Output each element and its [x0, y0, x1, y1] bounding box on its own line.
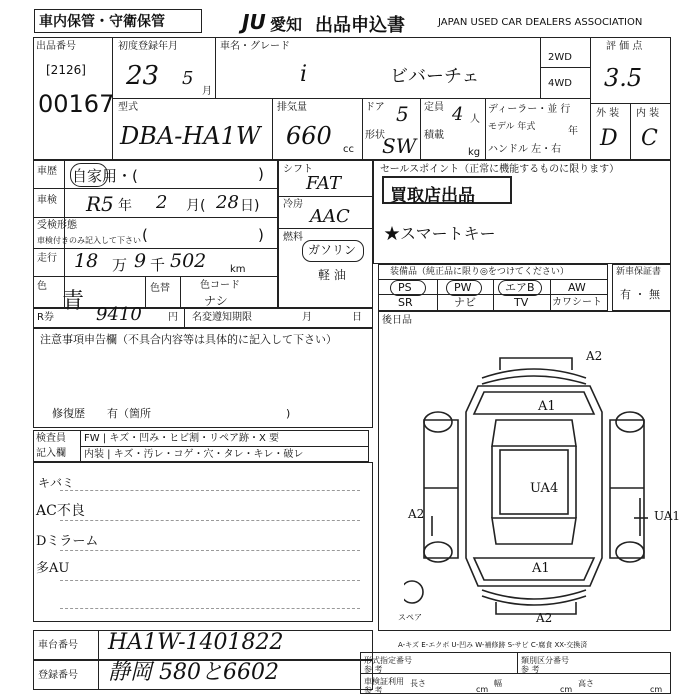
- height-unit: cm: [650, 685, 663, 694]
- mark-rear-bumper: A2: [536, 611, 553, 625]
- handle-label: ハンドル 左・右: [488, 144, 562, 155]
- model-year-label: モデル 年式: [488, 122, 536, 132]
- displacement-unit: cc: [343, 144, 354, 155]
- equip-kawa-seat: カワシート: [552, 297, 602, 308]
- length-unit: cm: [476, 685, 489, 694]
- height-label: 高さ: [578, 679, 594, 688]
- mark-hood: A1: [538, 399, 556, 414]
- name-change-label: 名変遵知期限: [192, 312, 252, 323]
- deadline-day-unit: 日: [352, 312, 362, 323]
- chassis-number: HA1W-1401822: [108, 630, 284, 655]
- inspection-era: R5: [86, 192, 114, 216]
- displacement-value: 660: [286, 122, 332, 150]
- mileage-u2: 千: [150, 256, 166, 274]
- warranty-options: 有 ・ 無: [620, 288, 660, 301]
- airbag-circle: [498, 280, 542, 296]
- fuel-diesel: 軽 油: [318, 268, 346, 282]
- exterior-label: 外 装: [596, 108, 620, 119]
- smart-key-note: ★スマートキー: [384, 224, 496, 243]
- shape-value: SW: [382, 134, 417, 158]
- width-unit: cm: [560, 685, 573, 694]
- selling-points-label: セールスポイント（正常に機能するものに限ります）: [380, 164, 620, 175]
- note-ac-defect: AC不良: [36, 503, 85, 519]
- equip-tv: TV: [514, 296, 529, 309]
- shape-label: 形状: [365, 130, 385, 141]
- drive-4wd: 4WD: [548, 78, 572, 89]
- model-label: 型式: [118, 102, 138, 113]
- ps-circle: [390, 280, 426, 296]
- registration-month: 5: [182, 68, 194, 89]
- repair-history-label: 修復歴 有（箇所: [52, 407, 151, 420]
- plate-number: 静岡 580と6602: [108, 660, 279, 685]
- equipment-label: 装備品（純正品に限り◎をつけてください）: [390, 267, 569, 277]
- aircon-value: AAC: [310, 206, 350, 227]
- width-label: 幅: [494, 679, 502, 688]
- chassis-label: 車台番号: [38, 640, 78, 651]
- association-name: JAPAN USED CAR DEALERS ASSOCIATION: [438, 17, 643, 28]
- storage-note: 車内保管・守衛保管: [39, 14, 165, 30]
- color-code-value: ナシ: [204, 294, 228, 308]
- receipt-open: (: [142, 226, 148, 244]
- displacement-label: 排気量: [277, 102, 307, 113]
- notes-label: 注意事項申告欄（不具合内容等は具体的に記入して下さい）: [40, 333, 337, 346]
- purchase-stamp-box: [382, 176, 512, 204]
- equip-navi: ナビ: [454, 296, 476, 309]
- inspector-fw-row: FW | キズ・凹み・ヒビ割・リペア跡・X 要: [84, 433, 279, 444]
- score-value: 3.5: [604, 64, 643, 92]
- inspection-month-unit: 月(: [186, 198, 206, 214]
- plate-label: 登録番号: [38, 670, 78, 681]
- mileage-d2: 9: [134, 250, 147, 272]
- color-value: 青: [62, 289, 85, 314]
- vehicle-grade: ビバーチェ: [390, 66, 480, 87]
- history-close: ): [258, 165, 264, 183]
- vehicle-name-label: 車名・グレード: [220, 41, 290, 52]
- interior-label: 内 装: [636, 108, 660, 119]
- shift-label: シフト: [283, 164, 313, 175]
- damage-legend: A-キズ E-エクボ U-凹み W-補修跡 S-サビ C-腐食 XX-交換済: [398, 641, 588, 649]
- cert-label: 車検証利用: [364, 677, 404, 686]
- model-value: DBA-HA1W: [120, 122, 261, 150]
- vehicle-name: i: [300, 62, 308, 87]
- ju-logo: JU: [242, 10, 266, 34]
- doors-value: 5: [396, 102, 409, 126]
- equip-sr: SR: [398, 296, 413, 309]
- approval-ref: 参 考: [364, 665, 383, 674]
- after-items-label: 後日品: [382, 315, 412, 326]
- shift-value: FAT: [306, 173, 341, 194]
- inspector-entry-label: 記入欄: [36, 448, 66, 459]
- recycle-label: R券: [37, 312, 54, 323]
- payload-label: 積載: [424, 130, 444, 141]
- deadline-month-unit: 月: [302, 312, 312, 323]
- pw-circle: [446, 280, 482, 296]
- approval-label: 形式指定番号: [364, 656, 412, 665]
- receipt-close: ): [258, 226, 264, 244]
- inspection-month: 2: [156, 192, 168, 213]
- mark-front-bumper: A2: [586, 349, 603, 363]
- color-code-label: 色コード: [200, 280, 240, 291]
- listing-number-label: 出品番号: [36, 41, 76, 52]
- color-label: 色: [37, 281, 47, 292]
- purchase-stamp: 買取店出品: [390, 186, 475, 206]
- mark-rear-gate: A1: [532, 561, 550, 576]
- mark-right-side: UA1: [654, 509, 681, 523]
- repair-history-close: ): [286, 407, 291, 420]
- fuel-label: 燃料: [283, 232, 303, 243]
- form-title: 出品申込書: [315, 15, 405, 36]
- warranty-label: 新車保証書: [616, 267, 662, 277]
- inspection-year-unit: 年: [118, 198, 132, 214]
- history-label: 車歴: [37, 166, 57, 177]
- inspection-day: 28: [216, 192, 239, 213]
- storage-note-box: [34, 9, 202, 33]
- color-change-label: 色替: [150, 283, 170, 294]
- listing-number: 00167: [38, 90, 115, 118]
- inspector-label: 検査員: [36, 433, 66, 444]
- cert-ref: 参 考: [364, 686, 383, 695]
- mileage-d1: 18: [74, 250, 99, 272]
- doors-label: ドア: [365, 102, 385, 113]
- recycle-unit: 円: [168, 312, 178, 323]
- aircon-label: 冷房: [283, 199, 303, 210]
- mileage-d3: 502: [170, 250, 207, 272]
- fuel-gasoline: ガソリン: [308, 243, 357, 257]
- note-yellowing: キバミ: [38, 476, 75, 490]
- interior-grade: C: [641, 126, 658, 151]
- equip-airbag: エアB: [505, 281, 535, 294]
- category-ref: 参 考: [521, 665, 540, 674]
- recycle-value: 9410: [96, 304, 142, 325]
- exterior-grade: D: [600, 126, 618, 151]
- lot-code: [2126]: [46, 63, 86, 77]
- payload-unit: kg: [468, 147, 481, 158]
- registration-year: 23: [126, 61, 160, 91]
- mark-left-side: A2: [408, 507, 425, 521]
- equip-aw: AW: [568, 281, 586, 294]
- length-label: 長さ: [410, 679, 426, 688]
- note-au: 多AU: [36, 561, 70, 576]
- receipt-sublabel: 車検付きのみ記入して下さい: [37, 236, 141, 245]
- capacity-unit: 人: [470, 114, 480, 125]
- model-year-unit: 年: [568, 126, 578, 137]
- equip-ps: PS: [398, 281, 412, 294]
- note-mirror: Dミラーム: [36, 534, 99, 549]
- mileage-unit: km: [230, 264, 246, 275]
- dealer-label: ディーラー・並 行: [488, 104, 571, 115]
- category-label: 類別区分番号: [521, 656, 569, 665]
- score-label: 評 価 点: [606, 41, 643, 52]
- inspection-day-unit: 日): [240, 198, 260, 214]
- registration-month-unit: 月: [202, 86, 212, 97]
- brand-region: 愛知: [270, 15, 303, 34]
- private-use-circle: [70, 163, 108, 187]
- drive-2wd: 2WD: [548, 52, 572, 63]
- inspector-interior-row: 内装 | キズ・汚レ・コゲ・穴・タレ・キレ・破レ: [84, 449, 304, 460]
- capacity-value: 4: [452, 104, 464, 125]
- inspection-label: 車検: [37, 195, 57, 206]
- capacity-label: 定員: [424, 102, 444, 113]
- registration-label: 初度登録年月: [118, 41, 178, 52]
- mileage-label: 走行: [37, 253, 57, 264]
- mark-roof: UA4: [530, 481, 559, 496]
- history-use: 自家用・(: [72, 167, 138, 185]
- equip-pw: PW: [454, 281, 472, 294]
- receipt-label: 受検形態: [37, 220, 77, 231]
- mileage-u1: 万: [112, 256, 128, 274]
- spare-label: スペア: [398, 613, 422, 622]
- gasoline-circle: [302, 240, 364, 262]
